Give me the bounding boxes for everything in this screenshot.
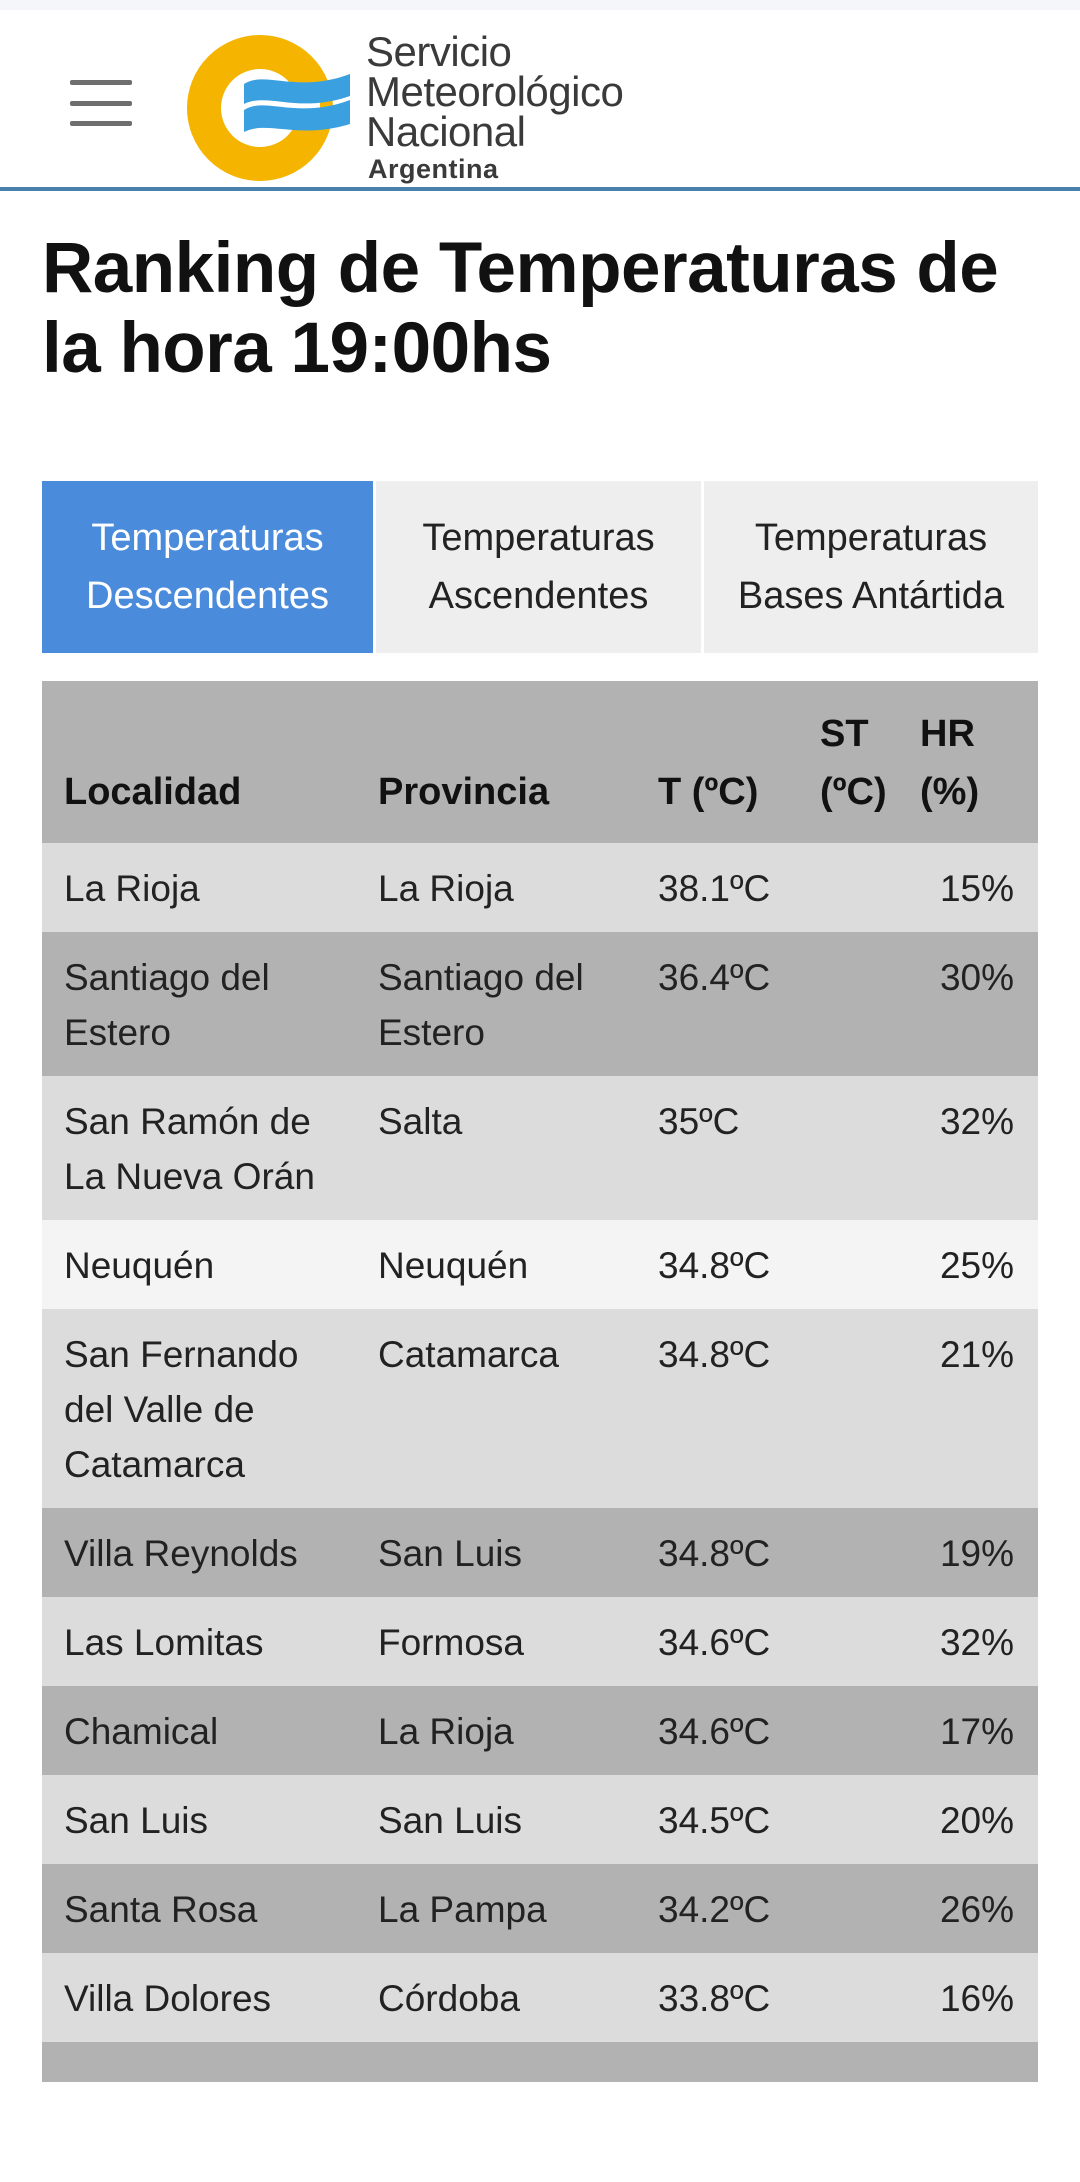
table-row-partial: [42, 2042, 1038, 2082]
table-row: [42, 1220, 1038, 1309]
cell-provincia: Salta: [356, 1076, 636, 1220]
table-row: [42, 1309, 1038, 1508]
cell-localidad: Santa Rosa: [42, 1864, 356, 1953]
cell-st: [798, 1220, 920, 1309]
cell-temperatura: 35ºC: [636, 1076, 798, 1220]
column-header-hr: HR (%): [920, 681, 1038, 843]
tab-label: Temperaturas Bases Antártida: [737, 517, 1005, 617]
cell-provincia: La Rioja: [356, 843, 636, 932]
cell-provincia: Santiago del Estero: [356, 932, 636, 1076]
cell-localidad: San Luis: [42, 1775, 356, 1864]
cell-st: [798, 932, 920, 1076]
tab-label: Temperaturas Descendentes: [86, 517, 329, 617]
table-row: [42, 1953, 1038, 2042]
cell-st: [798, 843, 920, 932]
cell-temperatura: 33.8ºC: [636, 1953, 798, 2042]
cell-st: [798, 1309, 920, 1508]
ranking-tabs: [42, 481, 1038, 653]
cell-hr: 20%: [920, 1775, 1038, 1864]
tab-temperaturas-ascendentes[interactable]: [376, 481, 701, 653]
column-header-temperatura: T (ºC): [636, 681, 798, 843]
page-title: Ranking de Temperaturas de la hora 19:00hs: [42, 229, 999, 388]
table-row: [42, 1864, 1038, 1953]
cell-hr: 21%: [920, 1309, 1038, 1508]
cell-hr: 15%: [920, 843, 1038, 932]
cell-temperatura: 38.1ºC: [636, 843, 798, 932]
table-row: [42, 932, 1038, 1076]
table-row: [42, 1076, 1038, 1220]
cell-localidad: Santiago del Estero: [42, 932, 356, 1076]
hamburger-bar: [70, 80, 132, 85]
smn-logo[interactable]: [186, 28, 624, 184]
cell-temperatura: 34.8ºC: [636, 1508, 798, 1597]
cell-temperatura: 34.8ºC: [636, 1220, 798, 1309]
cell-localidad: Villa Reynolds: [42, 1508, 356, 1597]
cell-hr: 32%: [920, 1597, 1038, 1686]
cell-localidad: Neuquén: [42, 1220, 356, 1309]
ranking-table-container: [42, 681, 1038, 2082]
cell-temperatura: 34.6ºC: [636, 1597, 798, 1686]
table-row: [42, 843, 1038, 932]
column-header-provincia: Provincia: [356, 681, 636, 843]
cell-provincia: Neuquén: [356, 1220, 636, 1309]
cell-provincia: La Rioja: [356, 1686, 636, 1775]
cell-localidad: San Ramón de La Nueva Orán: [42, 1076, 356, 1220]
logo-line-1: Servicio: [366, 28, 512, 75]
cell-temperatura: 36.4ºC: [636, 932, 798, 1076]
cell-localidad: Chamical: [42, 1686, 356, 1775]
ranking-table: [42, 681, 1038, 2082]
cell-provincia: San Luis: [356, 1775, 636, 1864]
cell-temperatura: 34.8ºC: [636, 1309, 798, 1508]
cell-localidad: La Rioja: [42, 843, 356, 932]
cell-hr: 32%: [920, 1076, 1038, 1220]
tab-temperaturas-descendentes[interactable]: [42, 481, 373, 653]
cell-localidad: San Fernando del Valle de Catamarca: [42, 1309, 356, 1508]
hamburger-bar: [70, 121, 132, 126]
cell-hr: 25%: [920, 1220, 1038, 1309]
cell-st: [798, 1686, 920, 1775]
status-strip: [0, 0, 1080, 10]
column-header-st: ST (ºC): [798, 681, 920, 843]
cell-provincia: Córdoba: [356, 1953, 636, 2042]
cell-st: [798, 1076, 920, 1220]
cell-provincia: Catamarca: [356, 1309, 636, 1508]
logo-wordmark: [366, 28, 624, 184]
cell-temperatura: 34.2ºC: [636, 1864, 798, 1953]
hamburger-bar: [70, 101, 132, 106]
cell-hr: 26%: [920, 1864, 1038, 1953]
cell-localidad: Villa Dolores: [42, 1953, 356, 2042]
cell-st: [798, 1775, 920, 1864]
cell-hr: 19%: [920, 1508, 1038, 1597]
table-row: [42, 1508, 1038, 1597]
hamburger-menu-icon[interactable]: [70, 80, 132, 126]
cell-st: [798, 1864, 920, 1953]
logo-subtitle: Argentina: [368, 154, 499, 184]
cell-localidad: Las Lomitas: [42, 1597, 356, 1686]
cell-provincia: Formosa: [356, 1597, 636, 1686]
cell-st: [798, 1508, 920, 1597]
logo-line-2: Meteorológico: [366, 68, 624, 115]
table-row: [42, 1597, 1038, 1686]
cell-st: [798, 1953, 920, 2042]
cell-hr: 17%: [920, 1686, 1038, 1775]
logo-line-3: Nacional: [366, 108, 526, 155]
tab-label: Temperaturas Ascendentes: [422, 517, 655, 617]
cell-temperatura: 34.6ºC: [636, 1686, 798, 1775]
site-header: [0, 10, 1080, 191]
cell-hr: 30%: [920, 932, 1038, 1076]
cell-st: [798, 1597, 920, 1686]
cell-temperatura: 34.5ºC: [636, 1775, 798, 1864]
smn-logo-icon: [186, 34, 350, 182]
cell-provincia: La Pampa: [356, 1864, 636, 1953]
cell-hr: 16%: [920, 1953, 1038, 2042]
tab-temperaturas-bases-antartida[interactable]: [704, 481, 1038, 653]
cell-provincia: San Luis: [356, 1508, 636, 1597]
table-row: [42, 1686, 1038, 1775]
table-header-row: [42, 681, 1038, 843]
column-header-localidad: Localidad: [42, 681, 356, 843]
table-row: [42, 1775, 1038, 1864]
